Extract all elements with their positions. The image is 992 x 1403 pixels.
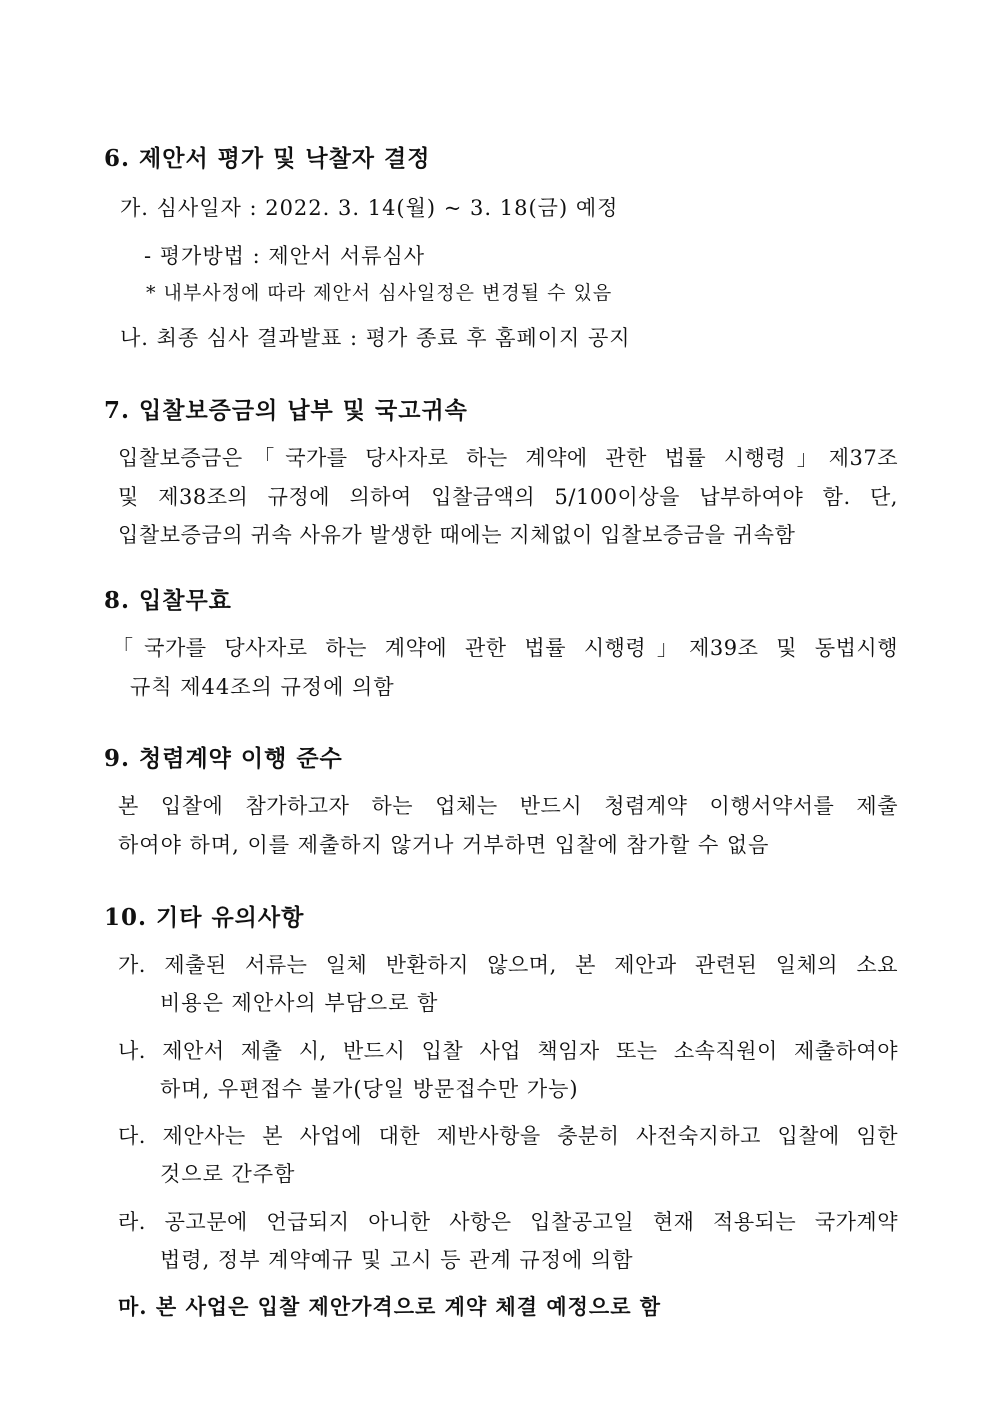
section-8-line-2: 규칙 제44조의 규정에 의함 <box>130 675 395 699</box>
section-10-item-na-line-2: 하며, 우편접수 불가(당일 방문접수만 가능) <box>160 1077 579 1101</box>
section-7-line-1: 입찰보증금은「국가를 당사자로 하는 계약에 관한 법률 시행령」제37조 <box>118 446 898 470</box>
section-10-item-da-line-1: 다. 제안사는 본 사업에 대한 제반사항을 충분히 사전숙지하고 입찰에 임한 <box>118 1124 898 1148</box>
section-6-item-ga: 가. 심사일자 : 2022. 3. 14(월) ~ 3. 18(금) 예정 <box>120 196 619 220</box>
section-7-line-2: 및 제38조의 규정에 의하여 입찰금액의 5/100이상을 납부하여야 함. 단, <box>118 485 898 509</box>
section-7-line-3: 입찰보증금의 귀속 사유가 발생한 때에는 지체없이 입찰보증금을 귀속함 <box>118 523 796 547</box>
section-7-heading: 7. 입찰보증금의 납부 및 국고귀속 <box>104 397 468 424</box>
section-6-heading: 6. 제안서 평가 및 낙찰자 결정 <box>104 145 431 172</box>
section-10-item-da-line-2: 것으로 간주함 <box>160 1162 296 1186</box>
section-10-item-ga-line-2: 비용은 제안사의 부담으로 함 <box>160 991 439 1015</box>
section-6-item-na: 나. 최종 심사 결과발표 : 평가 종료 후 홈페이지 공지 <box>120 326 631 350</box>
section-9-line-2: 하여야 하며, 이를 제출하지 않거나 거부하면 입찰에 참가할 수 없음 <box>118 833 770 857</box>
section-10-item-na-line-1: 나. 제안서 제출 시, 반드시 입찰 사업 책임자 또는 소속직원이 제출하여야 <box>118 1039 898 1063</box>
section-10-item-ra-line-1: 라. 공고문에 언급되지 아니한 사항은 입찰공고일 현재 적용되는 국가계약 <box>118 1210 898 1234</box>
section-10-item-ma: 마. 본 사업은 입찰 제안가격으로 계약 체결 예정으로 함 <box>118 1294 662 1319</box>
section-8-line-1: 「국가를 당사자로 하는 계약에 관한 법률 시행령」제39조 및 동법시행 <box>112 636 898 660</box>
section-10-item-ra-line-2: 법령, 정부 계약예규 및 고시 등 관계 규정에 의함 <box>160 1248 634 1272</box>
section-9-line-1: 본 입찰에 참가하고자 하는 업체는 반드시 청렴계약 이행서약서를 제출 <box>118 794 898 818</box>
section-8-heading: 8. 입찰무효 <box>104 587 232 614</box>
section-10-heading: 10. 기타 유의사항 <box>104 904 305 931</box>
section-10-item-ga-line-1: 가. 제출된 서류는 일체 반환하지 않으며, 본 제안과 관련된 일체의 소요 <box>118 953 898 977</box>
section-9-heading: 9. 청렴계약 이행 준수 <box>104 745 343 772</box>
section-6-note: * 내부사정에 따라 제안서 심사일정은 변경될 수 있음 <box>146 282 613 304</box>
section-6-evaluation-method: - 평가방법 : 제안서 서류심사 <box>144 244 426 268</box>
